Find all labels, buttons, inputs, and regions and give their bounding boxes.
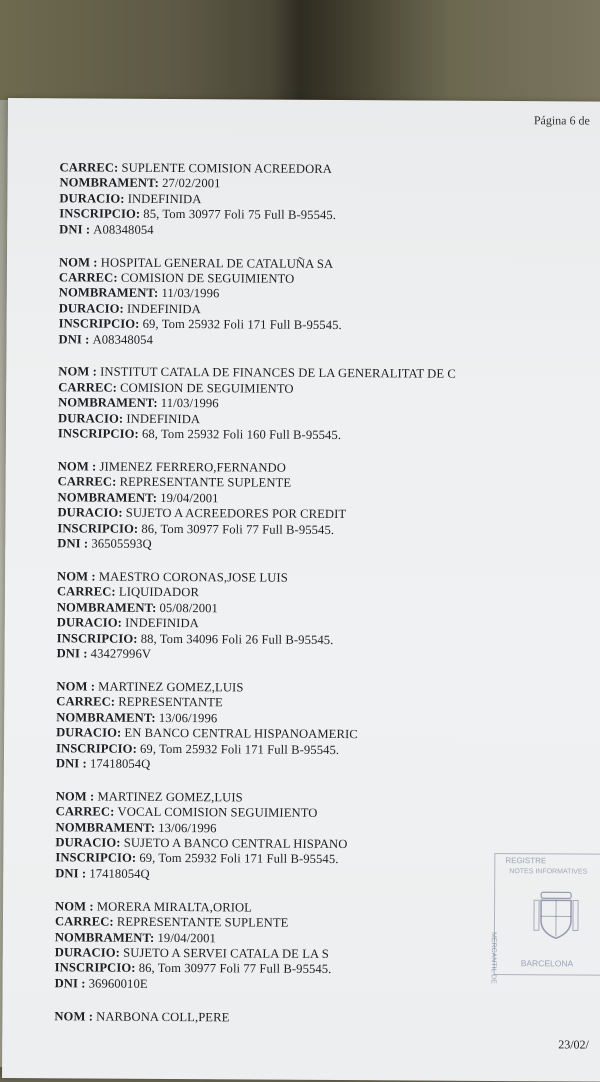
field-value: 27/02/2001	[162, 176, 220, 190]
field-value: REPRESENTANTE	[118, 695, 223, 710]
registry-entry	[55, 789, 526, 884]
field-label: DURACIO:	[55, 945, 120, 959]
field-label: DURACIO:	[58, 411, 123, 425]
stamp-city: BARCELONA	[521, 958, 573, 968]
field-label: DURACIO:	[59, 301, 124, 315]
field-label: DURACIO:	[56, 725, 121, 739]
field-value: COMISION DE SEGUIMIENTO	[121, 271, 295, 286]
field-value: SUJETO A SERVEI CATALA DE LA S	[123, 946, 329, 961]
field-label: NOM :	[56, 679, 95, 693]
field-value: 88, Tom 34096 Foli 26 Full B-95545.	[141, 631, 334, 646]
field-value: 19/04/2001	[160, 491, 218, 505]
field-value: INDEFINIDA	[125, 616, 199, 630]
coat-of-arms-icon	[533, 886, 579, 942]
page-number: Página 6 de	[534, 113, 590, 128]
background-wall	[0, 0, 600, 110]
field-value: 13/06/1996	[159, 711, 217, 725]
field-label: INSCRIPCIO:	[56, 741, 137, 755]
stamp-title: REGISTRE	[505, 856, 546, 865]
field-label: DNI :	[57, 646, 88, 660]
field-label: INSCRIPCIO:	[59, 207, 140, 221]
field-label: NOM :	[55, 899, 94, 913]
field-label: CARREC:	[58, 475, 117, 489]
entry-field	[59, 222, 529, 240]
field-value: 36960010E	[89, 976, 148, 990]
field-label: CARREC:	[57, 585, 116, 599]
entry-field	[57, 536, 527, 554]
field-value: 17418054Q	[90, 756, 150, 770]
field-value: 19/04/2001	[158, 930, 216, 944]
field-label: INSCRIPCIO:	[55, 961, 136, 975]
field-label: NOMBRAMENT:	[56, 710, 156, 725]
field-value: INSTITUT CATALA DE FINANCES DE LA GENERALITAT DE C	[100, 365, 456, 381]
field-value: JIMENEZ FERRERO,FERNANDO	[99, 460, 286, 475]
footer-date: 23/02/	[558, 1037, 589, 1052]
entry-field	[54, 1009, 524, 1027]
field-label: DNI :	[58, 332, 89, 346]
field-label: DURACIO:	[57, 506, 122, 520]
field-label: NOM :	[58, 459, 97, 473]
field-value: MARTINEZ GOMEZ,LUIS	[97, 789, 242, 804]
registry-entry	[59, 160, 529, 240]
entry-field	[58, 426, 528, 444]
field-label: CARREC:	[58, 380, 117, 394]
entry-field	[55, 866, 525, 884]
field-value: INDEFINIDA	[127, 301, 201, 315]
field-label: DNI :	[55, 866, 86, 880]
field-value: COMISION DE SEGUIMIENTO	[120, 381, 294, 396]
field-value: INDEFINIDA	[126, 411, 200, 425]
registry-entry	[57, 569, 528, 664]
field-value: NARBONA COLL,PERE	[96, 1009, 229, 1024]
field-value: 69, Tom 25932 Foli 171 Full B-95545.	[139, 851, 338, 866]
field-label: CARREC:	[55, 914, 114, 928]
field-label: NOM :	[54, 1009, 93, 1023]
entry-field	[57, 646, 527, 664]
field-value: HOSPITAL GENERAL DE CATALUÑA SA	[101, 255, 334, 270]
field-value: 36505593Q	[91, 537, 151, 551]
field-label: INSCRIPCIO:	[59, 316, 140, 330]
field-value: A08348054	[93, 332, 153, 346]
field-label: DURACIO:	[57, 615, 122, 629]
field-label: NOMBRAMENT:	[56, 820, 156, 835]
registry-entry	[58, 365, 528, 445]
field-value: 68, Tom 25932 Foli 160 Full B-95545.	[142, 427, 341, 442]
field-label: NOMBRAMENT:	[55, 930, 155, 945]
field-value: 11/03/1996	[161, 396, 219, 410]
field-value: SUJETO A BANCO CENTRAL HISPANO	[124, 836, 348, 851]
registry-stamp	[494, 853, 600, 976]
field-value: 86, Tom 30977 Foli 77 Full B-95545.	[141, 521, 334, 536]
field-label: INSCRIPCIO:	[57, 521, 138, 535]
field-value: 69, Tom 25932 Foli 171 Full B-95545.	[140, 741, 339, 756]
field-value: 43427996V	[91, 646, 151, 660]
field-label: DNI :	[55, 976, 86, 990]
field-value: 85, Tom 30977 Foli 75 Full B-95545.	[143, 207, 336, 222]
entry-field	[58, 332, 528, 350]
field-label: NOMBRAMENT:	[58, 396, 158, 411]
field-value: VOCAL COMISION SEGUIMIENTO	[118, 805, 318, 820]
field-value: SUPLENTE COMISION ACREEDORA	[121, 161, 332, 176]
registry-entry	[57, 459, 528, 554]
field-label: INSCRIPCIO:	[57, 631, 138, 645]
registry-entry	[54, 1009, 524, 1027]
field-label: INSCRIPCIO:	[58, 426, 139, 440]
field-value: EN BANCO CENTRAL HISPANOAMERIC	[124, 726, 357, 741]
field-value: MAESTRO CORONAS,JOSE LUIS	[99, 570, 288, 585]
field-value: INDEFINIDA	[128, 192, 202, 206]
field-label: NOMBRAMENT:	[58, 490, 158, 505]
field-label: DURACIO:	[55, 835, 120, 849]
field-value: 69, Tom 25932 Foli 171 Full B-95545.	[143, 317, 342, 332]
document-page	[2, 98, 600, 1082]
field-label: DNI :	[56, 756, 87, 770]
field-label: NOM :	[56, 789, 95, 803]
field-value: 17418054Q	[89, 866, 149, 880]
field-label: DNI :	[57, 536, 88, 550]
field-value: REPRESENTANTE SUPLENTE	[117, 915, 289, 930]
field-value: MARTINEZ GOMEZ,LUIS	[98, 679, 243, 694]
registry-entry	[55, 899, 526, 994]
entry-field	[55, 976, 525, 994]
field-value: 11/03/1996	[161, 286, 219, 300]
field-value: 86, Tom 30977 Foli 77 Full B-95545.	[139, 961, 332, 976]
field-value: MORERA MIRALTA,ORIOL	[97, 899, 252, 914]
field-label: NOM :	[58, 365, 97, 379]
registry-entries	[54, 160, 529, 1044]
registry-entry	[58, 255, 529, 350]
entry-field	[56, 756, 526, 774]
registry-entry	[56, 679, 527, 774]
field-value: REPRESENTANTE SUPLENTE	[120, 475, 292, 490]
field-label: DURACIO:	[59, 191, 124, 205]
field-label: CARREC:	[56, 805, 115, 819]
field-value: LIQUIDADOR	[119, 585, 199, 599]
field-label: NOM :	[59, 255, 98, 269]
stamp-side-text: MERCANTIL DE	[490, 932, 497, 984]
field-label: INSCRIPCIO:	[55, 851, 136, 865]
field-label: NOMBRAMENT:	[57, 600, 157, 615]
field-value: 05/08/2001	[160, 601, 218, 615]
field-value: SUJETO A ACREEDORES POR CREDIT	[126, 506, 346, 521]
field-label: CARREC:	[56, 695, 115, 709]
field-label: NOMBRAMENT:	[59, 286, 159, 301]
field-label: NOMBRAMENT:	[59, 176, 159, 191]
field-value: A08348054	[93, 222, 153, 236]
field-label: CARREC:	[60, 160, 119, 174]
field-label: DNI :	[59, 222, 90, 236]
field-label: NOM :	[57, 569, 96, 583]
field-label: CARREC:	[59, 270, 118, 284]
field-value: 13/06/1996	[158, 821, 216, 835]
stamp-subtitle: NOTES INFORMATIVES	[509, 868, 587, 875]
